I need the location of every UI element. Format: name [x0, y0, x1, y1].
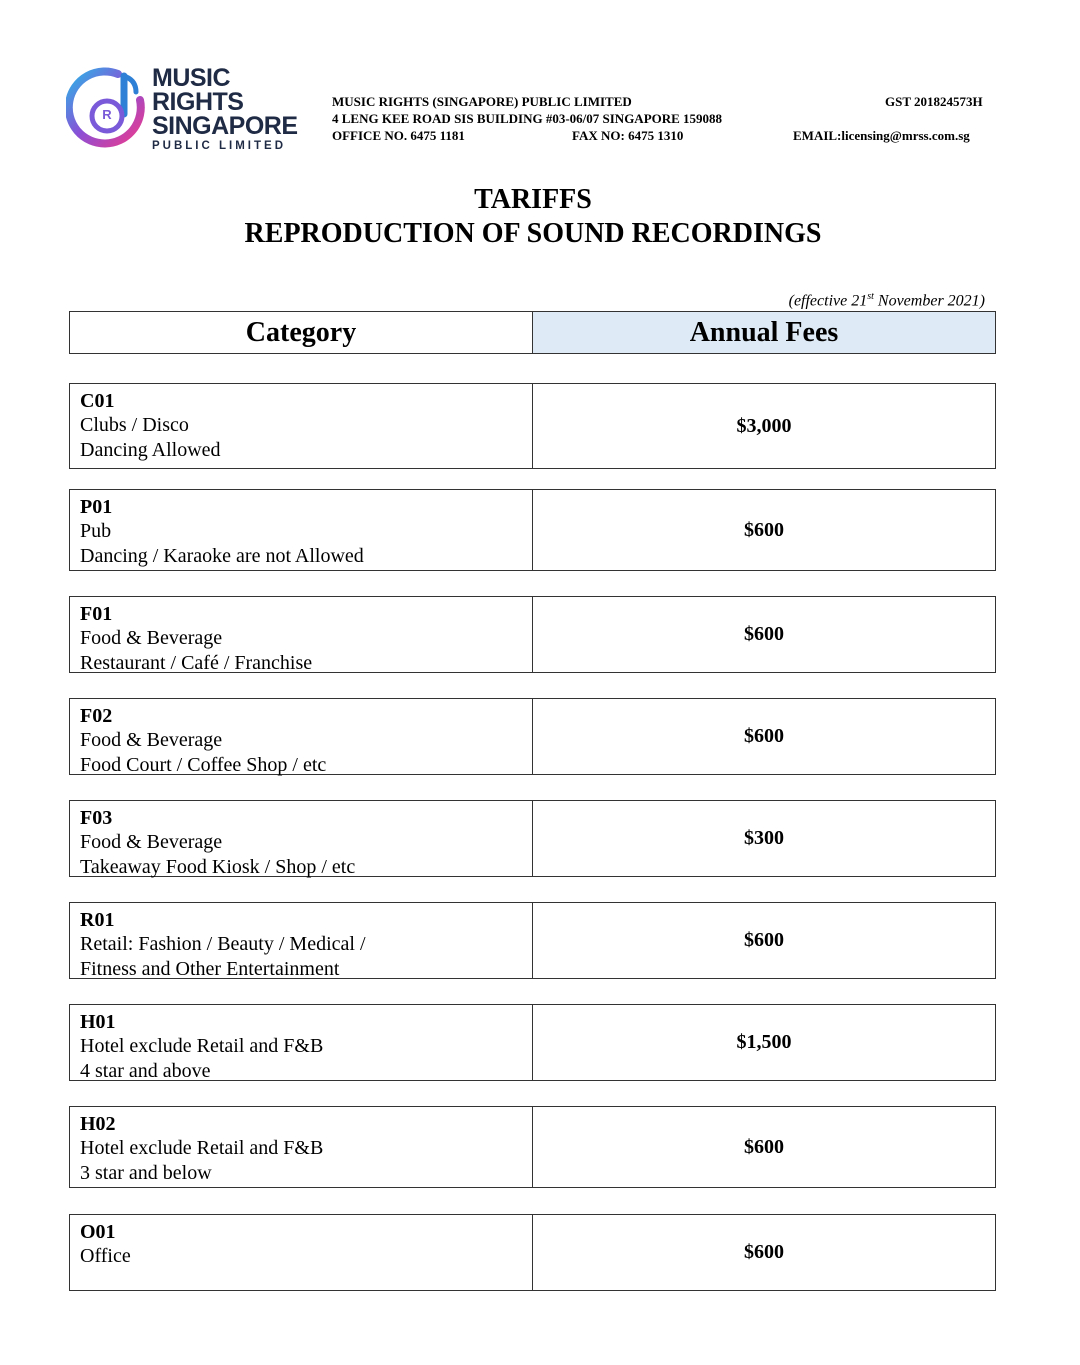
tariff-code: F01	[80, 603, 113, 625]
tariff-code: P01	[80, 496, 113, 518]
logo-line-1: MUSIC	[152, 64, 231, 92]
tariff-desc-line1: Food & Beverage	[80, 831, 223, 853]
effective-date	[789, 291, 985, 310]
tariff-desc-line2: Dancing / Karaoke are not Allowed	[80, 545, 364, 567]
gst-number: GST 201824573H	[885, 94, 983, 109]
tariff-fee: $600	[744, 1135, 784, 1158]
page-subtitle: REPRODUCTION OF SOUND RECORDINGS	[244, 218, 822, 249]
company-address: 4 LENG KEE ROAD SIS BUILDING #03-06/07 SINGAPORE 159088	[332, 111, 723, 126]
tariff-code: O01	[80, 1221, 116, 1243]
office-number: OFFICE NO. 6475 1181	[332, 128, 465, 143]
fax-number: FAX NO: 6475 1310	[572, 128, 684, 143]
logo-badge: R	[102, 107, 112, 122]
tariff-fee: $600	[744, 623, 784, 645]
logo-line-3: SINGAPORE	[152, 112, 298, 140]
tariff-desc-line2: Fitness and Other Entertainment	[80, 958, 340, 980]
tariff-row	[69, 489, 996, 571]
company-logo	[66, 64, 298, 152]
email-address[interactable]: EMAIL:licensing@mrss.com.sg	[793, 128, 970, 143]
company-name: MUSIC RIGHTS (SINGAPORE) PUBLIC LIMITED	[332, 94, 632, 109]
logo-subtitle: PUBLIC LIMITED	[152, 140, 286, 152]
annual-fees-column-header: Annual Fees	[533, 312, 995, 353]
effective-ordinal: st	[867, 291, 874, 302]
tariff-fee: $1,500	[736, 1031, 792, 1053]
logo-line-2: RIGHTS	[152, 88, 244, 116]
tariff-desc-line2: 3 star and below	[80, 1162, 212, 1184]
tariff-row	[69, 698, 996, 775]
tariff-desc-line1: Food & Beverage	[80, 729, 223, 751]
page-title: TARIFFS	[474, 184, 592, 215]
tariff-code: R01	[80, 909, 115, 931]
tariff-row	[69, 902, 996, 979]
tariff-desc-line2: Restaurant / Café / Franchise	[80, 652, 313, 674]
effective-prefix: (effective 21	[788, 292, 868, 310]
tariff-code: H02	[80, 1113, 116, 1135]
tariff-fee: $300	[744, 827, 784, 849]
table-header	[69, 311, 996, 354]
tariff-desc-line1: Hotel exclude Retail and F&B	[80, 1035, 324, 1057]
tariff-code: F02	[80, 705, 113, 727]
tariff-desc-line1: Retail: Fashion / Beauty / Medical /	[80, 933, 366, 955]
tariff-row	[69, 1004, 996, 1081]
tariff-fee: $600	[744, 1241, 784, 1263]
tariff-code: F03	[80, 807, 113, 829]
tariff-desc-line2: 4 star and above	[80, 1060, 211, 1082]
effective-suffix: November 2021)	[873, 292, 985, 310]
logo-wordmark	[152, 66, 298, 152]
tariff-code: C01	[80, 390, 115, 412]
tariff-row	[69, 1214, 996, 1291]
tariff-row	[69, 596, 996, 673]
tariff-fee: $600	[744, 518, 784, 541]
tariff-row	[69, 383, 996, 469]
tariff-row	[69, 1106, 996, 1188]
tariff-fee: $600	[744, 929, 784, 951]
tariff-fee: $600	[744, 725, 784, 747]
tariff-desc-line1: Pub	[80, 520, 112, 542]
tariff-fee: $3,000	[736, 414, 792, 437]
tariff-desc-line1: Office	[80, 1245, 131, 1267]
tariff-desc-line1: Clubs / Disco	[80, 414, 189, 436]
tariff-row	[69, 800, 996, 877]
tariff-desc-line1: Hotel exclude Retail and F&B	[80, 1137, 324, 1159]
tariff-desc-line2: Dancing Allowed	[80, 439, 221, 461]
tariff-desc-line1: Food & Beverage	[80, 627, 223, 649]
tariff-code: H01	[80, 1011, 116, 1033]
tariff-desc-line2: Takeaway Food Kiosk / Shop / etc	[80, 856, 356, 878]
category-column-header: Category	[70, 312, 533, 353]
tariff-desc-line2: Food Court / Coffee Shop / etc	[80, 754, 327, 776]
